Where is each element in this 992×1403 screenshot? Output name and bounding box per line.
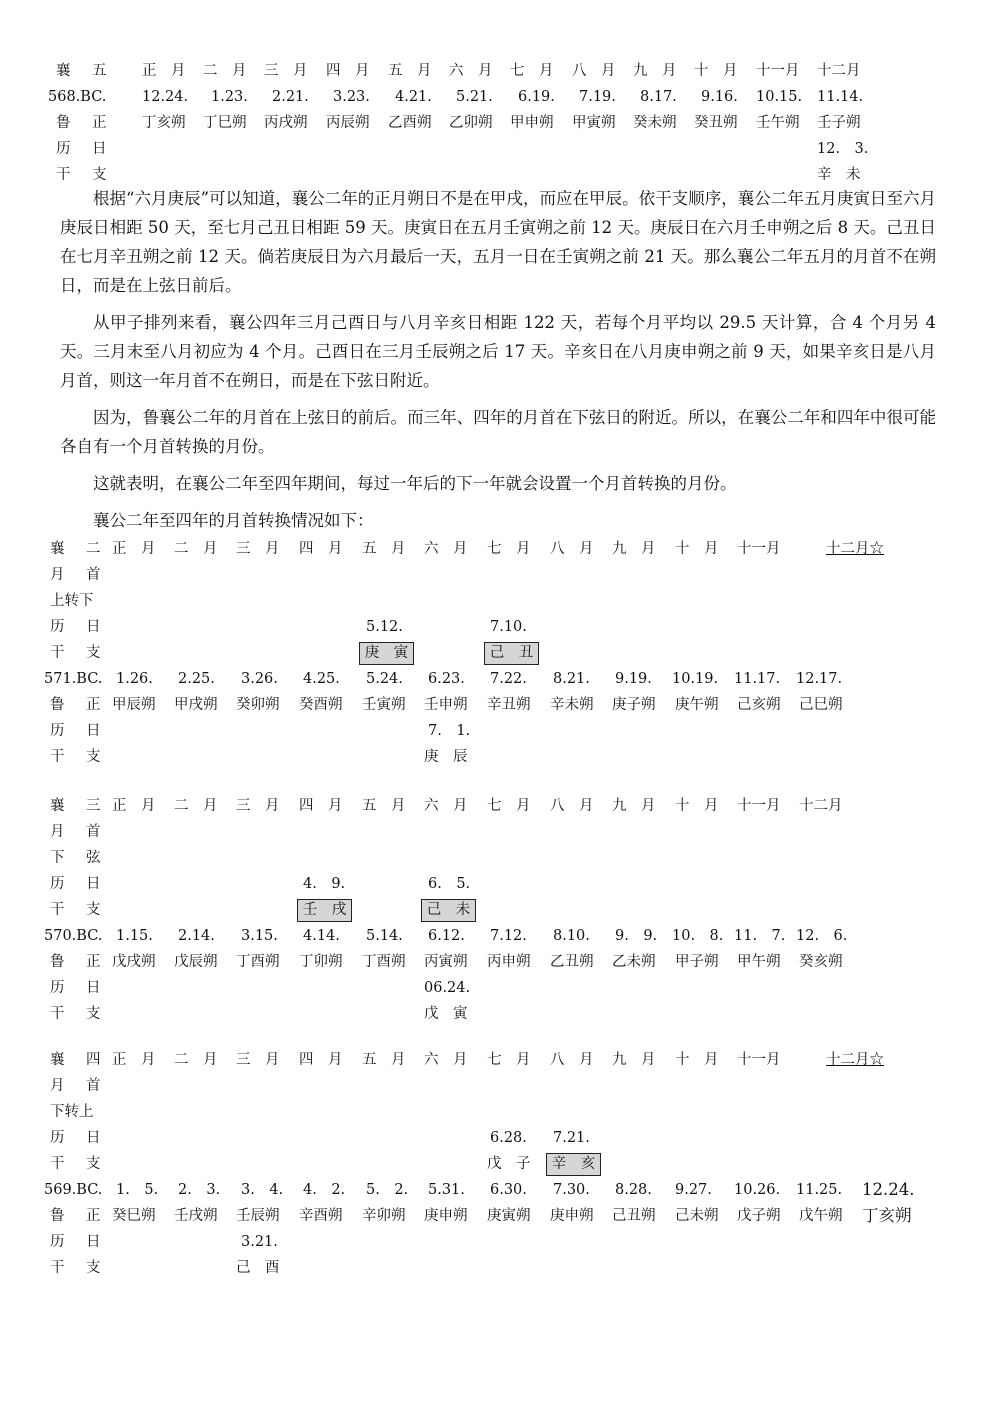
month-label: 十一月 — [737, 1052, 781, 1068]
date-cell: 8.17. — [640, 89, 677, 105]
shuo-cell: 甲申朔 — [510, 115, 554, 131]
extra-date: 7. 1. — [428, 723, 471, 739]
month-label: 十一月 — [737, 541, 781, 557]
shuo-cell: 壬辰朔 — [236, 1208, 280, 1224]
month-label: 五 月 — [362, 798, 406, 814]
month-label: 十一月 — [737, 798, 781, 814]
row-label: 支 — [86, 1006, 101, 1022]
date-cell: 12.17. — [796, 671, 843, 687]
date-cell: 11.17. — [734, 671, 781, 687]
transition-label: 弦 — [86, 850, 101, 866]
transition-label: 下 — [50, 850, 65, 866]
mark-date: 7.10. — [490, 619, 527, 635]
shuo-cell: 庚寅朔 — [487, 1208, 531, 1224]
shuo-cell: 庚午朔 — [675, 697, 719, 713]
shuo-cell: 丙寅朔 — [424, 954, 468, 970]
shuo-cell: 甲子朔 — [675, 954, 719, 970]
mark-date: 7.21. — [553, 1130, 590, 1146]
row-label: 日 — [86, 980, 101, 996]
shuo-cell: 辛酉朔 — [299, 1208, 343, 1224]
extra-date: 06.24. — [424, 980, 471, 996]
year-bc: 569.BC. — [44, 1182, 103, 1198]
row-label: 历 — [50, 980, 65, 996]
month-label: 二 月 — [174, 541, 218, 557]
shuo-cell: 丁亥朔 — [142, 115, 186, 131]
month-label: 八 月 — [550, 541, 594, 557]
row-label: 日 — [86, 619, 101, 635]
month-label: 十二月 — [799, 798, 843, 814]
row-label: 鲁 — [50, 954, 65, 970]
row-label: 日 — [86, 1234, 101, 1250]
transition-label: 下转上 — [50, 1104, 94, 1120]
month-label: 四 月 — [299, 541, 343, 557]
row-label-year-num: 三 — [86, 798, 101, 814]
month-label: 七 月 — [487, 798, 531, 814]
date-cell: 4.25. — [303, 671, 340, 687]
shuo-cell: 癸未朔 — [633, 115, 677, 131]
date-cell: 3. 4. — [241, 1182, 284, 1198]
shuo-cell: 丙辰朔 — [326, 115, 370, 131]
row-label: 干 — [50, 645, 65, 661]
shuo-cell: 壬寅朔 — [362, 697, 406, 713]
month-label-marked: 十二月☆ — [826, 1052, 884, 1068]
date-cell: 12.24. — [862, 1180, 915, 1199]
month-label: 八 月 — [550, 1052, 594, 1068]
shuo-cell: 己未朔 — [675, 1208, 719, 1224]
date-cell: 5.24. — [366, 671, 403, 687]
shuo-cell: 己巳朔 — [799, 697, 843, 713]
date-cell: 4.21. — [395, 89, 432, 105]
paragraph: 因为，鲁襄公二年的月首在上弦日的前后。而三年、四年的月首在下弦日的附近。所以，在襄公二年和四年中很可能各自有一个月首转换的月份。 — [60, 408, 936, 456]
shuo-cell: 丙申朔 — [487, 954, 531, 970]
month-label: 正 月 — [112, 798, 156, 814]
date-cell: 6.19. — [518, 89, 555, 105]
row-label: 支 — [92, 167, 107, 183]
date-cell: 9. 9. — [615, 928, 658, 944]
shuo-cell: 壬申朔 — [424, 697, 468, 713]
month-label: 正 月 — [112, 541, 156, 557]
date-cell: 2.21. — [272, 89, 309, 105]
mark-ganzhi: 戊 子 — [487, 1156, 531, 1172]
date-cell: 6.30. — [490, 1182, 527, 1198]
month-label-marked: 十二月☆ — [826, 541, 884, 557]
shuo-cell: 戊子朔 — [737, 1208, 781, 1224]
row-label: 鲁 — [56, 115, 71, 131]
date-cell: 12. 6. — [796, 928, 848, 944]
extra-ganzhi: 辛 未 — [817, 167, 861, 183]
shuo-cell: 戊辰朔 — [174, 954, 218, 970]
date-cell: 1.26. — [116, 671, 153, 687]
shuo-cell: 戊戌朔 — [112, 954, 156, 970]
month-label: 三 月 — [236, 1052, 280, 1068]
shuo-cell: 丁酉朔 — [236, 954, 280, 970]
month-label: 六 月 — [449, 63, 493, 79]
row-label: 日 — [92, 141, 107, 157]
date-cell: 9.27. — [675, 1182, 712, 1198]
date-cell: 11.25. — [796, 1182, 843, 1198]
date-cell: 9.16. — [701, 89, 738, 105]
month-label: 五 月 — [362, 541, 406, 557]
date-cell: 5.31. — [428, 1182, 465, 1198]
month-label: 十 月 — [694, 63, 738, 79]
month-label: 三 月 — [236, 541, 280, 557]
row-label: 干 — [50, 902, 65, 918]
extra-ganzhi: 戊 寅 — [424, 1006, 468, 1022]
month-label: 十 月 — [675, 1052, 719, 1068]
date-cell: 3.23. — [333, 89, 370, 105]
shuo-cell: 甲戌朔 — [174, 697, 218, 713]
row-label: 干 — [56, 167, 71, 183]
shuo-cell: 壬戌朔 — [174, 1208, 218, 1224]
shuo-cell: 戊午朔 — [799, 1208, 843, 1224]
shuo-cell: 己丑朔 — [612, 1208, 656, 1224]
shuo-cell: 癸巳朔 — [112, 1208, 156, 1224]
month-label: 十 月 — [675, 541, 719, 557]
shuo-cell: 甲寅朔 — [572, 115, 616, 131]
shuo-cell: 乙卯朔 — [449, 115, 493, 131]
date-cell: 7.19. — [579, 89, 616, 105]
date-cell: 4.14. — [303, 928, 340, 944]
row-label: 鲁 — [50, 697, 65, 713]
month-label: 六 月 — [424, 541, 468, 557]
boxed-ganzhi: 壬 戌 — [297, 899, 352, 922]
shuo-cell: 丙戌朔 — [264, 115, 308, 131]
date-cell: 1. 5. — [116, 1182, 159, 1198]
extra-date: 3.21. — [241, 1234, 278, 1250]
year-bc: 571.BC. — [44, 671, 103, 687]
shuo-cell: 己亥朔 — [737, 697, 781, 713]
month-label: 正 月 — [142, 63, 186, 79]
month-label: 九 月 — [633, 63, 677, 79]
month-label: 四 月 — [299, 1052, 343, 1068]
row-label: 日 — [86, 1130, 101, 1146]
shuo-cell: 辛未朔 — [550, 697, 594, 713]
shuo-cell: 癸酉朔 — [299, 697, 343, 713]
date-cell: 12.24. — [142, 89, 189, 105]
row-label: 月 — [50, 1078, 65, 1094]
month-label: 三 月 — [236, 798, 280, 814]
shuo-cell: 甲辰朔 — [112, 697, 156, 713]
date-cell: 8.21. — [553, 671, 590, 687]
date-cell: 6.12. — [428, 928, 465, 944]
month-label: 四 月 — [299, 798, 343, 814]
date-cell: 2.14. — [178, 928, 215, 944]
row-label: 首 — [86, 567, 101, 583]
date-cell: 10.26. — [734, 1182, 781, 1198]
row-label: 日 — [86, 723, 101, 739]
date-cell: 1.15. — [116, 928, 153, 944]
month-label: 六 月 — [424, 1052, 468, 1068]
row-label: 历 — [50, 876, 65, 892]
paragraph: 这就表明，在襄公二年至四年期间，每过一年后的下一年就会设置一个月首转换的月份。 — [93, 474, 737, 493]
paragraph: 根据“六月庚辰”可以知道，襄公二年的正月朔日不是在甲戌，而应在甲辰。依干支顺序，襄公二年五月庚寅日至六月庚辰日相距 50 天，至七月己丑日相距 59 天。庚寅日在五月壬寅朔之前 12 天。庚辰日在六月壬申朔之后 8 天。己丑日在七月辛丑朔之前 12 天。倘若庚辰日为六月最后一天，五月一日在壬寅朔之前 21 天。那么襄公二年五月的月首不在朔日，而是在上弦日前后。 — [60, 189, 936, 295]
row-label-xiang: 襄 — [50, 1052, 65, 1068]
shuo-cell: 辛卯朔 — [362, 1208, 406, 1224]
date-cell: 11.14. — [817, 89, 864, 105]
month-label: 二 月 — [174, 1052, 218, 1068]
shuo-cell: 壬午朔 — [756, 115, 800, 131]
row-label: 干 — [50, 749, 65, 765]
date-cell: 10.15. — [756, 89, 803, 105]
extra-date: 12. 3. — [817, 141, 869, 157]
shuo-cell: 庚申朔 — [550, 1208, 594, 1224]
row-label-year-num: 五 — [92, 63, 107, 79]
shuo-cell: 丁卯朔 — [299, 954, 343, 970]
extra-ganzhi: 己 酉 — [236, 1260, 280, 1276]
boxed-ganzhi: 己 丑 — [484, 642, 539, 665]
date-cell: 9.19. — [615, 671, 652, 687]
date-cell: 6.23. — [428, 671, 465, 687]
boxed-ganzhi: 己 未 — [421, 899, 476, 922]
shuo-cell: 癸亥朔 — [799, 954, 843, 970]
date-cell: 3.15. — [241, 928, 278, 944]
shuo-cell: 辛丑朔 — [487, 697, 531, 713]
row-label-xiang: 襄 — [56, 63, 71, 79]
paragraph: 襄公二年至四年的月首转换情况如下： — [93, 511, 374, 530]
shuo-cell: 乙丑朔 — [550, 954, 594, 970]
row-label: 日 — [86, 876, 101, 892]
row-label: 正 — [86, 1208, 101, 1224]
date-cell: 11. 7. — [734, 928, 786, 944]
shuo-cell: 壬子朔 — [817, 115, 861, 131]
month-label: 九 月 — [612, 541, 656, 557]
month-label: 七 月 — [510, 63, 554, 79]
date-cell: 10. 8. — [672, 928, 724, 944]
date-cell: 4. 2. — [303, 1182, 346, 1198]
row-label: 正 — [92, 115, 107, 131]
month-label: 八 月 — [572, 63, 616, 79]
month-label: 二 月 — [203, 63, 247, 79]
month-label: 十二月 — [817, 63, 861, 79]
row-label-year-num: 四 — [86, 1052, 101, 1068]
year-bc: 568.BC. — [48, 89, 107, 105]
date-cell: 7.22. — [490, 671, 527, 687]
month-label: 九 月 — [612, 798, 656, 814]
row-label: 历 — [50, 1234, 65, 1250]
date-cell: 5.14. — [366, 928, 403, 944]
row-label: 支 — [86, 1260, 101, 1276]
month-label: 八 月 — [550, 798, 594, 814]
extra-ganzhi: 庚 辰 — [424, 749, 468, 765]
row-label: 历 — [50, 723, 65, 739]
row-label: 鲁 — [50, 1208, 65, 1224]
month-label: 正 月 — [112, 1052, 156, 1068]
month-label: 六 月 — [424, 798, 468, 814]
row-label: 月 — [50, 824, 65, 840]
mark-date: 6.28. — [490, 1130, 527, 1146]
row-label: 月 — [50, 567, 65, 583]
month-label: 九 月 — [612, 1052, 656, 1068]
shuo-cell: 丁酉朔 — [362, 954, 406, 970]
month-label: 十一月 — [756, 63, 800, 79]
month-label: 四 月 — [326, 63, 370, 79]
row-label: 干 — [50, 1006, 65, 1022]
mark-date: 6. 5. — [428, 876, 471, 892]
shuo-cell: 甲午朔 — [737, 954, 781, 970]
shuo-cell: 乙未朔 — [612, 954, 656, 970]
date-cell: 5.21. — [456, 89, 493, 105]
row-label-year-num: 二 — [86, 541, 101, 557]
date-cell: 7.30. — [553, 1182, 590, 1198]
row-label: 支 — [86, 645, 101, 661]
boxed-ganzhi: 庚 寅 — [359, 642, 414, 665]
date-cell: 7.12. — [490, 928, 527, 944]
mark-date: 5.12. — [366, 619, 403, 635]
date-cell: 5. 2. — [366, 1182, 409, 1198]
body-text — [60, 184, 936, 543]
shuo-cell: 癸卯朔 — [236, 697, 280, 713]
date-cell: 2.25. — [178, 671, 215, 687]
row-label: 历 — [50, 1130, 65, 1146]
shuo-cell: 癸丑朔 — [694, 115, 738, 131]
paragraph: 从甲子排列来看，襄公四年三月己酉日与八月辛亥日相距 122 天，若每个月平均以 29.5 天计算，合 4 个月另 4 天。三月末至八月初应为 4 个月。己酉日在三月壬辰朔之后 17 天。辛亥日在八月庚申朔之前 9 天，如果辛亥日是八月月首，则这一年月首不在朔日，而是在下弦日附近。 — [60, 313, 936, 390]
date-cell: 2. 3. — [178, 1182, 221, 1198]
shuo-cell: 乙酉朔 — [388, 115, 432, 131]
row-label: 正 — [86, 697, 101, 713]
shuo-cell: 庚申朔 — [424, 1208, 468, 1224]
boxed-ganzhi: 辛 亥 — [546, 1153, 601, 1176]
row-label: 历 — [50, 619, 65, 635]
shuo-cell: 庚子朔 — [612, 697, 656, 713]
mark-date: 4. 9. — [303, 876, 346, 892]
date-cell: 3.26. — [241, 671, 278, 687]
row-label: 正 — [86, 954, 101, 970]
row-label: 支 — [86, 1156, 101, 1172]
row-label-xiang: 襄 — [50, 798, 65, 814]
month-label: 七 月 — [487, 541, 531, 557]
date-cell: 1.23. — [211, 89, 248, 105]
month-label: 七 月 — [487, 1052, 531, 1068]
month-label: 十 月 — [675, 798, 719, 814]
row-label: 支 — [86, 749, 101, 765]
row-label: 历 — [56, 141, 71, 157]
month-label: 五 月 — [388, 63, 432, 79]
row-label: 首 — [86, 824, 101, 840]
date-cell: 10.19. — [672, 671, 719, 687]
row-label: 干 — [50, 1156, 65, 1172]
row-label-xiang: 襄 — [50, 541, 65, 557]
row-label: 首 — [86, 1078, 101, 1094]
transition-label: 上转下 — [50, 593, 94, 609]
shuo-cell: 丁亥朔 — [862, 1206, 912, 1225]
row-label: 干 — [50, 1260, 65, 1276]
month-label: 二 月 — [174, 798, 218, 814]
year-bc: 570.BC. — [44, 928, 103, 944]
shuo-cell: 丁巳朔 — [203, 115, 247, 131]
date-cell: 8.10. — [553, 928, 590, 944]
month-label: 三 月 — [264, 63, 308, 79]
date-cell: 8.28. — [615, 1182, 652, 1198]
month-label: 五 月 — [362, 1052, 406, 1068]
row-label: 支 — [86, 902, 101, 918]
